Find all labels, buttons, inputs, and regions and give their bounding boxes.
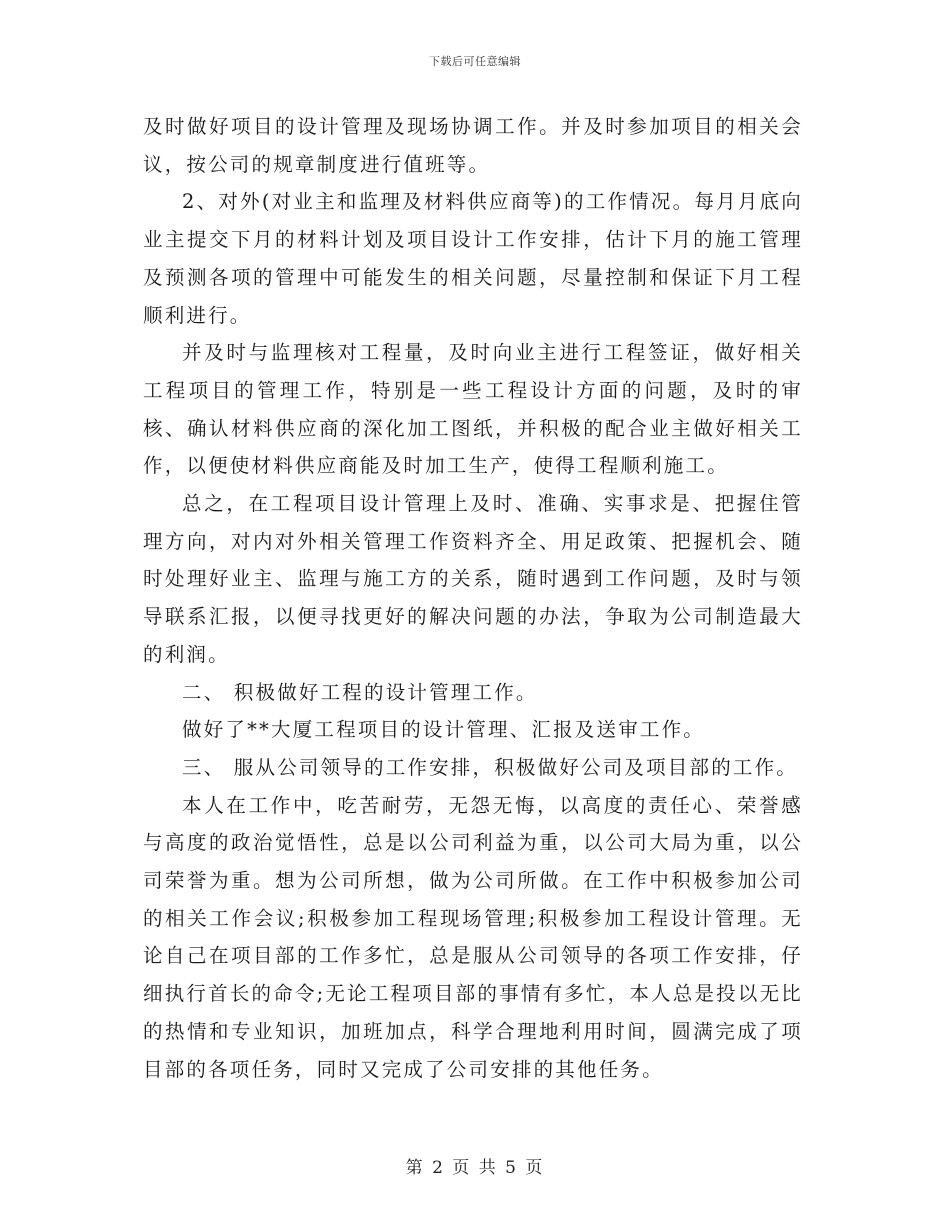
paragraph-summary: 总之，在工程项目设计管理上及时、准确、实事求是、把握住管理方向，对内对外相关管理工作资料齐全、用足政策、把握机会、随时处理好业主、监理与施工方的关系，随时遇到工作问题，及时与领导联系汇报，以便寻找更好的解决问题的办法，争取为公司制造最大的利润。 (143, 492, 803, 666)
paragraph-continuation: 及时做好项目的设计管理及现场协调工作。并及时参加项目的相关会议，按公司的规章制度进行值班等。 (143, 115, 803, 176)
page-number: 第 2 页 共 5 页 (405, 1158, 545, 1178)
paragraph-supervision: 并及时与监理核对工程量，及时向业主进行工程签证，做好相关工程项目的管理工作，特别是一些工程设计方面的问题，及时的审核、确认材料供应商的深化加工图纸，并积极的配合业主做好相关工作，以便使材料供应商能及时加工生产，使得工程顺利施工。 (143, 341, 803, 478)
paragraph-design-management: 做好了**大厦工程项目的设计管理、汇报及送审工作。 (182, 718, 706, 742)
document-body (143, 108, 803, 1088)
paragraph-external-work: 2、对外(对业主和监理及材料供应商等)的工作情况。每月月底向业主提交下月的材料计划及项目设计工作安排，估计下月的施工管理及预测各项的管理中可能发生的相关问题，尽量控制和保证下月工程顺利进行。 (143, 190, 803, 327)
header-note: 下载后可任意编辑 (429, 55, 521, 68)
section-heading-three: 三、 服从公司领导的工作安排，积极做好公司及项目部的工作。 (182, 755, 798, 779)
section-heading-two: 二、 积极做好工程的设计管理工作。 (182, 680, 538, 704)
paragraph-personal-work: 本人在工作中，吃苦耐劳，无怨无悔，以高度的责任心、荣誉感与高度的政治觉悟性，总是以公司利益为重，以公司大局为重，以公司荣誉为重。想为公司所想，做为公司所做。在工作中积极参加公司的相关工作会议;积极参加工程现场管理;积极参加工程设计管理。无论自己在项目部的工作多忙，总是服从公司领导的各项工作安排，仔细执行首长的命令;无论工程项目部的事情有多忙，本人总是投以无比的热情和专业知识，加班加点，科学合理地利用时间，圆满完成了项目部的各项任务，同时又完成了公司安排的其他任务。 (143, 793, 803, 1081)
